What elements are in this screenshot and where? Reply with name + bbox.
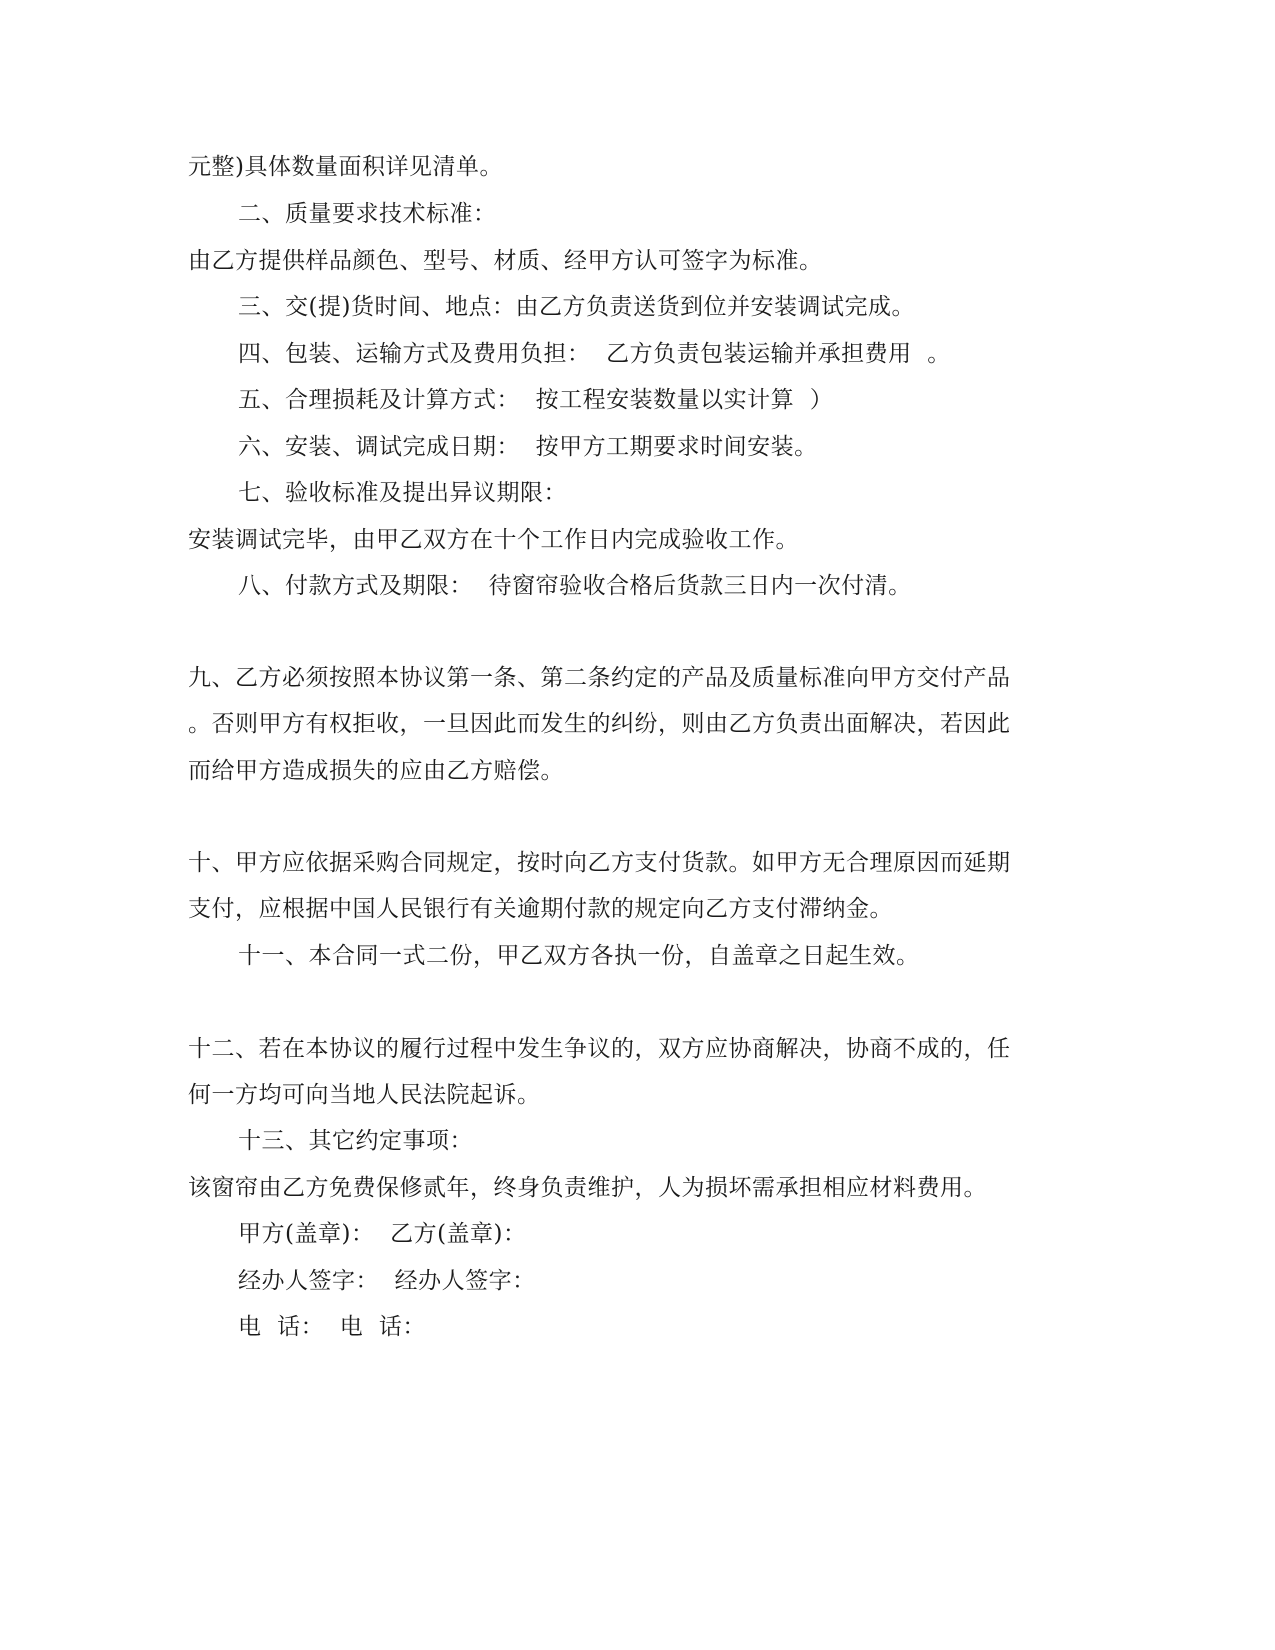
section-heading-delivery: 三、交(提)货时间、地点：由乙方负责送货到位并安装调试完成。 <box>238 294 915 320</box>
signature-seal-line: 甲方(盖章)： 乙方(盖章)： <box>238 1221 527 1247</box>
signature-phone-line: 电 话： 电 话： <box>238 1314 426 1340</box>
text-line: 元整)具体数量面积详见清单。 <box>188 154 503 180</box>
section-heading-loss: 五、合理损耗及计算方式： 按工程安装数量以实计算 ） <box>238 387 834 413</box>
section-heading-other: 十三、其它约定事项： <box>238 1128 473 1154</box>
clause-ten-line-1: 十、甲方应依据采购合同规定，按时向乙方支付货款。如甲方无合理原因而延期 <box>188 850 1011 876</box>
text-line: 由乙方提供样品颜色、型号、材质、经甲方认可签字为标准。 <box>188 248 823 274</box>
text-line: 该窗帘由乙方免费保修贰年，终身负责维护，人为损坏需承担相应材料费用。 <box>188 1175 987 1201</box>
text-line: 安装调试完毕，由甲乙双方在十个工作日内完成验收工作。 <box>188 527 799 553</box>
section-heading-quality: 二、质量要求技术标准： <box>238 201 497 227</box>
clause-ten-line-2: 支付，应根据中国人民银行有关逾期付款的规定向乙方支付滞纳金。 <box>188 896 893 922</box>
section-heading-packaging: 四、包装、运输方式及费用负担： 乙方负责包装运输并承担费用 。 <box>238 341 951 367</box>
section-heading-acceptance: 七、验收标准及提出异议期限： <box>238 480 567 506</box>
clause-twelve-line-2: 何一方均可向当地人民法院起诉。 <box>188 1082 541 1108</box>
section-heading-installation: 六、安装、调试完成日期： 按甲方工期要求时间安装。 <box>238 434 818 460</box>
clause-eleven: 十一、本合同一式二份，甲乙双方各执一份，自盖章之日起生效。 <box>238 943 920 969</box>
clause-nine-line-3: 而给甲方造成损失的应由乙方赔偿。 <box>188 758 564 784</box>
clause-twelve-line-1: 十二、若在本协议的履行过程中发生争议的，双方应协商解决，协商不成的，任 <box>188 1036 1011 1062</box>
section-heading-payment: 八、付款方式及期限： 待窗帘验收合格后货款三日内一次付清。 <box>238 573 912 599</box>
signature-agent-line: 经办人签字： 经办人签字： <box>238 1268 536 1294</box>
clause-nine-line-1: 九、乙方必须按照本协议第一条、第二条约定的产品及质量标准向甲方交付产品 <box>188 665 1011 691</box>
clause-nine-line-2: 。否则甲方有权拒收，一旦因此而发生的纠纷，则由乙方负责出面解决，若因此 <box>188 711 1011 737</box>
